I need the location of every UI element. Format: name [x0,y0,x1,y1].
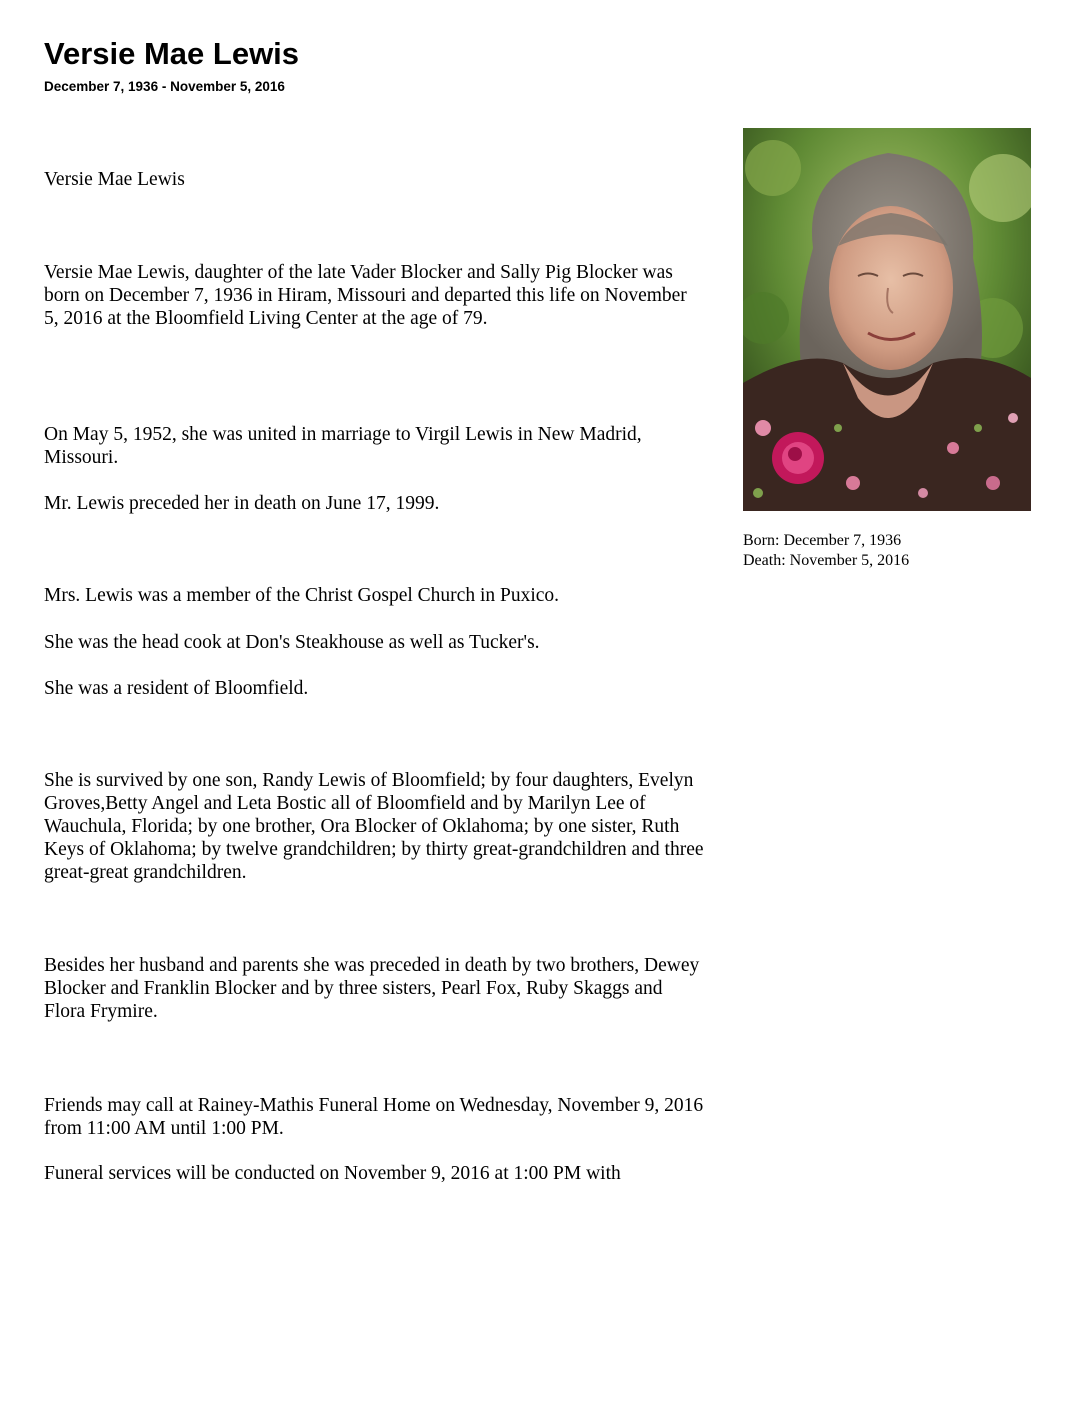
paragraph-preceded: Besides her husband and parents she was preceded in death by two brothers, Dewey Blocker and Franklin Blocker and by three sisters, Pearl Fox, Ruby Skaggs and Flora Frymire. [44,955,700,1022]
paragraph-marriage: On May 5, 1952, she was united in marriage to Virgil Lewis in New Madrid, Missouri. [44,424,642,468]
page-title: Versie Mae Lewis [44,36,300,71]
paragraph-visitation: Friends may call at Rainey-Mathis Funeral Home on Wednesday, November 9, 2016 from 11:00 AM until 1:00 PM. [44,1095,704,1139]
paragraph-work: She was the head cook at Don's Steakhouse as well as Tucker's. [44,632,540,653]
photo-caption [743,531,909,571]
caption-death: Death: November 5, 2016 [743,552,910,569]
paragraph-birth-death: Versie Mae Lewis, daughter of the late Vader Blocker and Sally Pig Blocker was born on December 7, 1936 in Hiram, Missouri and departed this life on November 5, 2016 at the Bloomfield Living Center at the age of 79. [44,262,687,329]
paragraph-survivors: She is survived by one son, Randy Lewis of Bloomfield; by four daughters, Evelyn Groves,Betty Angel and Leta Bostic all of Bloomfield and by Marilyn Lee of Wauchula, Florida; by one brother, Ora Blocker of Oklahoma; by one sister, Ruth Keys of Oklahoma; by twelve grandchildren; by thirty great-grandchildren and three great-great grandchildren. [44,770,704,883]
caption-born: Born: December 7, 1936 [743,532,902,549]
life-dates: December 7, 1936 - November 5, 2016 [44,79,285,94]
paragraph-husband-death: Mr. Lewis preceded her in death on June 17, 1999. [44,493,440,514]
portrait-photo [743,128,1031,511]
paragraph-funeral: Funeral services will be conducted on November 9, 2016 at 1:00 PM with [44,1163,621,1184]
obituary-header [44,36,299,96]
paragraph-name: Versie Mae Lewis [44,169,185,190]
paragraph-residence: She was a resident of Bloomfield. [44,678,309,699]
paragraph-church: Mrs. Lewis was a member of the Christ Gospel Church in Puxico. [44,585,560,606]
